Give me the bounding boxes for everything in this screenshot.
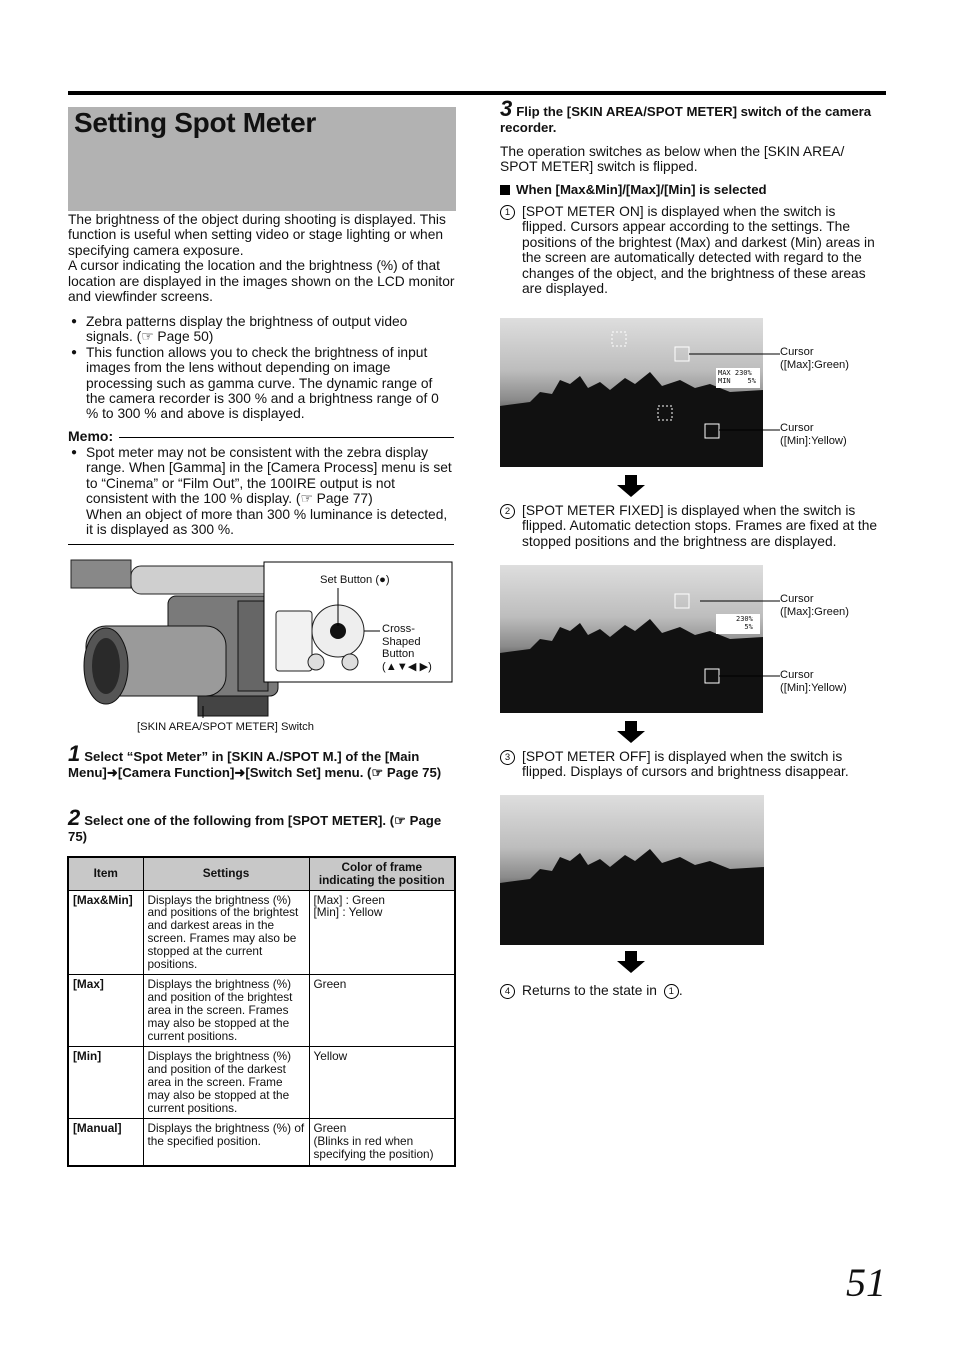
- item-3-number: 3: [500, 750, 515, 765]
- down-arrow-icon: [617, 951, 645, 973]
- page-title: Setting Spot Meter: [74, 107, 316, 138]
- cursor-max-label: Cursor ([Max]:Green): [780, 346, 850, 371]
- osd-readout: MAX 230% MIN 5%: [718, 369, 756, 385]
- step-3-number: 3: [500, 96, 513, 121]
- step-1-number: 1: [68, 741, 81, 766]
- item-3: [500, 749, 880, 780]
- down-arrow-icon: [617, 475, 645, 497]
- table-header: Item: [68, 857, 143, 890]
- section-rule: [68, 544, 454, 545]
- step-2: [68, 805, 454, 844]
- switch-label: [SKIN AREA/SPOT METER] Switch: [137, 721, 314, 733]
- cross-button-label: Cross- Shaped Button (▲▼◀ ▶): [382, 623, 432, 673]
- subheading: [500, 182, 886, 197]
- cursor-max-label: Cursor ([Max]:Green): [780, 593, 850, 618]
- table-cell-color: Green: [309, 975, 455, 1047]
- table-header-row: [68, 857, 455, 890]
- table-row: [68, 1047, 455, 1119]
- step-1-text: Select “Spot Meter” in [SKIN A./SPOT M.] of the [Main Menu]➜[Camera Function]➜[Switch Set] menu. (☞ Page 75): [68, 749, 442, 780]
- step-1: [68, 741, 454, 780]
- item-2: [500, 503, 880, 549]
- table-header: Settings: [143, 857, 309, 890]
- down-arrow-icon: [617, 721, 645, 743]
- item-1-text: [SPOT METER ON] is displayed when the switch is flipped. Cursors appear according to the settings. The positions of the brightest (Max) and darkest (Min) areas in the screen are automatically detected with regard to the changes of the object, and the brightness of these areas are displayed.: [522, 204, 875, 297]
- table-row: [68, 975, 455, 1047]
- set-button-label: Set Button (●): [320, 574, 390, 586]
- memo-text-2: When an object of more than 300 % luminance is detected, it is displayed as 300 %.: [86, 506, 448, 538]
- top-rule: [68, 91, 886, 95]
- square-bullet-icon: [500, 185, 510, 195]
- table-cell-settings: Displays the brightness (%) of the specified position.: [143, 1119, 309, 1166]
- item-1-number: 1: [500, 205, 515, 220]
- memo-text: [68, 445, 454, 537]
- item-4-number: 4: [500, 984, 515, 999]
- item-1: [500, 204, 880, 296]
- table-cell-item: [Manual]: [68, 1119, 143, 1166]
- item-4-period: .: [678, 983, 683, 998]
- memo-box: [68, 428, 454, 537]
- camera-figure: [68, 556, 456, 736]
- item-4-ref-number: 1: [664, 984, 679, 999]
- table-cell-item: [Min]: [68, 1047, 143, 1119]
- osd-readout-fixed: 230% 5%: [736, 615, 753, 631]
- cursor-min-label: Cursor ([Min]:Yellow): [780, 422, 847, 447]
- table-cell-item: [Max]: [68, 975, 143, 1047]
- bullet-zebra: ● Zebra patterns display the brightness of output video signals. (☞ Page 50): [68, 314, 454, 345]
- bullet-list: [68, 314, 454, 422]
- step-3-text: Flip the [SKIN AREA/SPOT METER] switch of the camera recorder.: [500, 104, 872, 135]
- item-4: [500, 983, 880, 999]
- item-3-text: [SPOT METER OFF] is displayed when the switch is flipped. Displays of cursors and brightness disappear.: [522, 749, 849, 780]
- table-header: Color of frame indicating the position: [309, 857, 455, 890]
- memo-heading: [68, 428, 454, 444]
- table-cell-color: Yellow: [309, 1047, 455, 1119]
- page-number: 51: [846, 1260, 886, 1305]
- memo-rule: [119, 437, 454, 438]
- title-box: [68, 107, 456, 211]
- item-2-text: [SPOT METER FIXED] is displayed when the switch is flipped. Automatic detection stops. Frames are fixed at the stopped positions and the brightness are displayed.: [522, 503, 878, 549]
- table-cell-settings: Displays the brightness (%) and position of the darkest area in the screen. Frame may also be stopped at the current positions.: [143, 1047, 309, 1119]
- table-cell-color: [Max] : Green [Min] : Yellow: [309, 890, 455, 975]
- table-cell-settings: Displays the brightness (%) and position of the brightest area in the screen. Frames may also be stopped at the current positions.: [143, 975, 309, 1047]
- settings-table: [67, 856, 456, 1167]
- bullet-range: ● This function allows you to check the brightness of input images from the lens without depending on image processing such as gamma curve. The dynamic range of the camera recorder is 300 % and a brightness range of 0 % to 300 % and above is displayed.: [68, 345, 454, 422]
- memo-heading-text: Memo:: [68, 428, 114, 444]
- screen-image-off: [500, 795, 764, 945]
- intro: [68, 212, 456, 304]
- item-2-number: 2: [500, 504, 515, 519]
- step-2-text: Select one of the following from [SPOT METER]. (☞ Page 75): [68, 813, 442, 844]
- step-2-number: 2: [68, 805, 81, 830]
- memo-text-1: Spot meter may not be consistent with the zebra display range. When [Gamma] in the [Camera Process] menu is set to “Cinema” or “Film Out”, the 100IRE output is not consistent with the 100 % display. (☞ Page 77): [86, 445, 452, 507]
- step-3-description: The operation switches as below when the [SKIN AREA/ SPOT METER] switch is flipped.: [500, 144, 845, 175]
- step-3: [500, 96, 886, 135]
- cursor-lines: [700, 345, 780, 435]
- table-row: [68, 1119, 455, 1166]
- table-cell-item: [Max&Min]: [68, 890, 143, 975]
- table-cell-color: Green (Blinks in red when specifying the position): [309, 1119, 455, 1166]
- intro-paragraph-1: The brightness of the object during shooting is displayed. This function is useful when setting video or stage lighting or when specifying camera exposure.: [68, 212, 446, 258]
- cursor-min-label: Cursor ([Min]:Yellow): [780, 669, 847, 694]
- cursor-lines: [700, 592, 780, 682]
- table-cell-settings: Displays the brightness (%) and positions of the brightest and darkest areas in the screen. Frames may also be stopped at the current positions.: [143, 890, 309, 975]
- intro-paragraph-2: A cursor indicating the location and the brightness (%) of that location are displayed in the images shown on the LCD monitor and viewfinder screens.: [68, 258, 455, 305]
- table-row: [68, 890, 455, 975]
- subheading-text: When [Max&Min]/[Max]/[Min] is selected: [516, 182, 767, 197]
- skyline-graphic: [500, 795, 764, 945]
- item-4-text: Returns to the state in: [522, 983, 657, 998]
